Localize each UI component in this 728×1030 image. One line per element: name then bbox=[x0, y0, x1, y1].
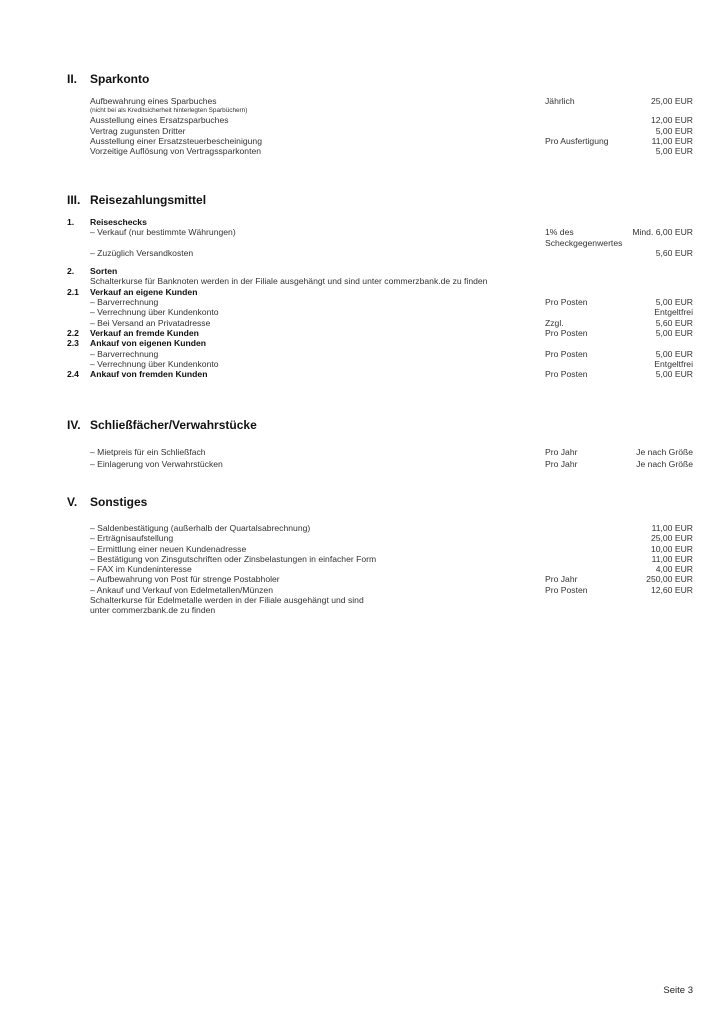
fee-label: – Einlagerung von Verwahrstücken bbox=[90, 459, 223, 469]
fee-label: – Barverrechnung bbox=[90, 348, 159, 359]
info-text bbox=[0, 276, 728, 286]
fee-label: – Bei Versand an Privatadresse bbox=[90, 317, 211, 328]
fee-label: – Ankauf und Verkauf von Edelmetallen/Münzen bbox=[90, 584, 273, 595]
subsection-number: 2.1 bbox=[67, 286, 79, 297]
section-sparkonto bbox=[0, 72, 728, 156]
fee-row bbox=[0, 446, 728, 458]
fee-label: – Verrechnung über Kundenkonto bbox=[90, 358, 219, 369]
fee-unit: Jährlich bbox=[545, 96, 575, 106]
fee-label: – Barverrechnung bbox=[90, 297, 159, 308]
fee-amount: 5,00 EUR bbox=[655, 348, 693, 359]
subsection-title: Verkauf an eigene Kunden bbox=[90, 286, 198, 297]
fee-amount: 250,00 EUR bbox=[646, 574, 693, 585]
fee-unit: Pro Jahr bbox=[545, 574, 578, 585]
fee-label: – Erträgnisaufstellung bbox=[90, 533, 174, 544]
fee-row bbox=[0, 554, 728, 564]
section-heading bbox=[0, 72, 728, 92]
fee-row bbox=[0, 605, 728, 615]
fee-row bbox=[0, 359, 728, 369]
fee-row bbox=[0, 136, 728, 146]
fee-unit: Pro Posten bbox=[545, 327, 588, 338]
fee-unit: Pro Posten bbox=[545, 369, 588, 380]
fee-amount: 10,00 EUR bbox=[650, 543, 693, 554]
info-text-label: Schalterkurse für Banknoten werden in der Filiale ausgehängt und sind unter commerzbank.de zu finden bbox=[90, 276, 488, 287]
fee-amount: 11,00 EUR bbox=[651, 135, 693, 146]
subsection-title: Verkauf an fremde Kunden bbox=[90, 327, 199, 338]
section-number: V. bbox=[67, 495, 78, 509]
fee-row bbox=[0, 349, 728, 359]
fee-amount: Entgeltfrei bbox=[654, 307, 693, 318]
fee-row bbox=[0, 458, 728, 470]
fee-unit: Zzgl. bbox=[545, 317, 564, 328]
fee-amount: 5,60 EUR bbox=[655, 247, 693, 258]
fee-unit: Pro Posten bbox=[545, 348, 588, 359]
fee-row bbox=[0, 126, 728, 136]
subsection-title: Reiseschecks bbox=[90, 217, 147, 227]
fee-amount: 4,00 EUR bbox=[655, 564, 693, 575]
fee-amount: Je nach Größe bbox=[636, 447, 693, 457]
subsection-heading bbox=[0, 328, 728, 338]
fee-row bbox=[0, 318, 728, 328]
subsection-title: Sorten bbox=[90, 266, 118, 277]
fee-amount: 25,00 EUR bbox=[650, 533, 693, 544]
fee-amount: 5,00 EUR bbox=[655, 369, 693, 380]
fee-unit: Pro Jahr bbox=[545, 447, 578, 457]
fee-label: Ausstellung einer Ersatzsteuerbescheinigung bbox=[90, 135, 262, 146]
section-sonstiges bbox=[0, 495, 728, 616]
fee-amount: 5,00 EUR bbox=[655, 327, 693, 338]
fee-label: Vertrag zugunsten Dritter bbox=[90, 125, 186, 136]
fee-row bbox=[0, 595, 728, 605]
fee-row bbox=[0, 96, 728, 106]
fee-row bbox=[0, 227, 728, 237]
fee-label: Ausstellung eines Ersatzsparbuches bbox=[90, 115, 229, 126]
subsection-heading bbox=[0, 266, 728, 276]
fee-unit: Pro Posten bbox=[545, 297, 588, 308]
fee-unit: 1% des bbox=[545, 227, 574, 238]
fee-unit: Pro Jahr bbox=[545, 459, 578, 469]
fee-label: Vorzeitige Auflösung von Vertragssparkonten bbox=[90, 146, 262, 157]
fee-unit: Pro Posten bbox=[545, 584, 588, 595]
fee-note-text: (nicht bei als Kreditsicherheit hinterlegten Sparbüchern) bbox=[90, 107, 248, 115]
fee-amount: 5,60 EUR bbox=[655, 317, 693, 328]
fee-amount: 12,60 EUR bbox=[650, 584, 693, 595]
section-schliessfaecher bbox=[0, 418, 728, 470]
section-title: Sparkonto bbox=[90, 72, 150, 86]
section-number: II. bbox=[67, 72, 78, 86]
fee-label: – Aufbewahrung von Post für strenge Postabholer bbox=[90, 574, 280, 585]
fee-unit: Pro Ausfertigung bbox=[545, 135, 609, 146]
fee-row bbox=[0, 146, 728, 156]
subsection-number: 1. bbox=[67, 217, 75, 227]
fee-row bbox=[0, 238, 728, 248]
fee-row bbox=[0, 585, 728, 595]
fee-row bbox=[0, 307, 728, 317]
fee-row bbox=[0, 248, 728, 258]
fee-label: unter commerzbank.de zu finden bbox=[90, 605, 216, 616]
fee-row bbox=[0, 297, 728, 307]
fee-row bbox=[0, 533, 728, 543]
fee-amount: 12,00 EUR bbox=[650, 115, 693, 126]
subsection-title: Ankauf von fremden Kunden bbox=[90, 369, 208, 380]
subsection-number: 2.3 bbox=[67, 338, 79, 349]
fee-row bbox=[0, 574, 728, 584]
subsection-heading bbox=[0, 338, 728, 348]
fee-amount: 25,00 EUR bbox=[650, 96, 693, 106]
subsection-number: 2.4 bbox=[67, 369, 79, 380]
fee-label: Aufbewahrung eines Sparbuches bbox=[90, 96, 217, 106]
fee-amount: 5,00 EUR bbox=[655, 125, 693, 136]
fee-label: – Saldenbestätigung (außerhalb der Quartalsabrechnung) bbox=[90, 523, 311, 533]
section-heading bbox=[0, 193, 728, 213]
section-number: IV. bbox=[67, 418, 81, 432]
fee-amount: 11,00 EUR bbox=[651, 553, 693, 564]
fee-unit: Scheckgegenwertes bbox=[545, 237, 623, 248]
section-heading bbox=[0, 495, 728, 515]
fee-row bbox=[0, 115, 728, 125]
fee-label: – Mietpreis für ein Schließfach bbox=[90, 447, 206, 457]
section-title: Reisezahlungsmittel bbox=[90, 193, 207, 207]
subsection-heading bbox=[0, 217, 728, 227]
fee-amount: Mind. 6,00 EUR bbox=[632, 227, 693, 238]
fee-note bbox=[0, 106, 728, 115]
fee-amount: Je nach Größe bbox=[636, 459, 693, 469]
fee-amount: 11,00 EUR bbox=[651, 523, 693, 533]
fee-amount: 5,00 EUR bbox=[655, 297, 693, 308]
section-title: Sonstiges bbox=[90, 495, 148, 509]
fee-amount: Entgeltfrei bbox=[654, 358, 693, 369]
page-number: Seite 3 bbox=[663, 985, 693, 996]
subsection-number: 2. bbox=[67, 266, 75, 277]
subsection-heading bbox=[0, 287, 728, 297]
fee-label: – FAX im Kundeninteresse bbox=[90, 564, 192, 575]
fee-label: – Zuzüglich Versandkosten bbox=[90, 247, 194, 258]
fee-label: Schalterkurse für Edelmetalle werden in der Filiale ausgehängt und sind bbox=[90, 595, 364, 606]
section-number: III. bbox=[67, 193, 81, 207]
subsection-heading bbox=[0, 369, 728, 379]
fee-label: – Ermittlung einer neuen Kundenadresse bbox=[90, 543, 247, 554]
subsection-title: Ankauf von eigenen Kunden bbox=[90, 338, 207, 349]
section-title: Schließfächer/Verwahrstücke bbox=[90, 418, 257, 432]
fee-row bbox=[0, 564, 728, 574]
fee-row bbox=[0, 544, 728, 554]
fee-label: – Verkauf (nur bestimmte Währungen) bbox=[90, 227, 236, 238]
fee-label: – Bestätigung von Zinsgutschriften oder Zinsbelastungen in einfacher Form bbox=[90, 553, 377, 564]
subsection-number: 2.2 bbox=[67, 327, 79, 338]
fee-row bbox=[0, 523, 728, 533]
fee-amount: 5,00 EUR bbox=[655, 146, 693, 157]
section-reisezahlungsmittel bbox=[0, 193, 728, 379]
fee-label: – Verrechnung über Kundenkonto bbox=[90, 307, 219, 318]
section-heading bbox=[0, 418, 728, 438]
